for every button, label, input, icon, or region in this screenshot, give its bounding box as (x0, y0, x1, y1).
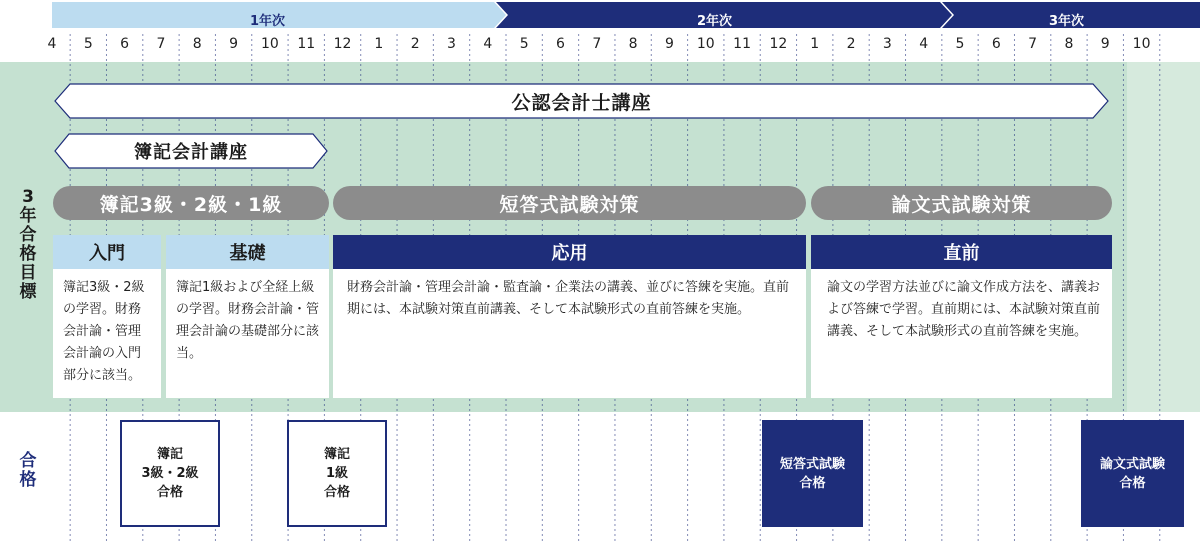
pass-side-label: 合格 (19, 451, 37, 490)
month-label: 2 (846, 36, 856, 52)
month-label: 3 (447, 36, 456, 52)
stage-basic-title: 基礎 (166, 235, 329, 269)
stage-basic-desc: 簿記1級および全経上級の学習。財務会計論・管理会計論の基礎部分に該当。 (166, 269, 329, 398)
month-label: 4 (919, 36, 929, 52)
year-1-label: 1年次 (250, 14, 286, 29)
year-3-label: 3年次 (1049, 14, 1085, 29)
pass-boki-3-2: 簿記 3級・2級 合格 (120, 420, 220, 527)
pass-short-answer: 短答式試験 合格 (762, 420, 863, 527)
month-label: 8 (1064, 36, 1074, 52)
month-label: 2 (410, 36, 420, 52)
month-label: 9 (229, 36, 239, 52)
month-label: 9 (664, 36, 674, 52)
phase-essay: 論文式試験対策 (811, 186, 1112, 220)
stage-final-title: 直前 (811, 235, 1112, 269)
month-label: 6 (556, 36, 565, 52)
month-label: 9 (1100, 36, 1110, 52)
month-label: 12 (769, 36, 788, 52)
month-label: 11 (297, 36, 316, 52)
month-label: 10 (1132, 36, 1151, 52)
stage-applied-desc: 財務会計論・管理会計論・監査論・企業法の講義、並びに答練を実施。直前期には、本試験対策直前講義、そして本試験形式の直前答練を実施。 (333, 269, 806, 398)
stage-applied-title: 応用 (333, 235, 806, 269)
pass-boki-1: 簿記 1級 合格 (287, 420, 387, 527)
month-label: 7 (1028, 36, 1038, 52)
bookkeeping-course-label: 簿記会計講座 (134, 142, 248, 163)
phase-short-answer: 短答式試験対策 (333, 186, 806, 220)
month-label: 3 (882, 36, 892, 52)
pass-essay: 論文式試験 合格 (1081, 420, 1184, 527)
month-label: 7 (156, 36, 166, 52)
year-2-label: 2年次 (697, 14, 733, 29)
cpa-course-label: 公認会計士講座 (511, 91, 652, 114)
month-label: 4 (483, 36, 493, 52)
month-label: 1 (374, 36, 384, 52)
stage-intro-desc: 簿記3級・2級の学習。財務会計論・管理会計論の入門部分に該当。 (53, 269, 161, 398)
month-label: 10 (260, 36, 279, 52)
month-label: 5 (83, 36, 93, 52)
month-label: 6 (120, 36, 130, 52)
month-label: 4 (47, 36, 57, 52)
month-label: 12 (333, 36, 352, 52)
month-label: 8 (192, 36, 202, 52)
stage-final-desc: 論文の学習方法並びに論文作成方法を、講義および答練で学習。直前期には、本試験対策直前講義、そして本試験形式の直前答練を実施。 (811, 269, 1112, 398)
stage-intro-title: 入門 (53, 235, 161, 269)
phase-boki: 簿記3級・2級・1級 (53, 186, 329, 220)
goal-side-label: 3年合格目標 (19, 187, 37, 302)
month-label: 10 (696, 36, 715, 52)
month-label: 5 (955, 36, 965, 52)
month-label: 11 (733, 36, 751, 52)
month-label: 1 (810, 36, 820, 52)
month-label: 6 (991, 36, 1001, 52)
month-label: 7 (592, 36, 602, 52)
month-label: 5 (519, 36, 529, 52)
month-label: 8 (628, 36, 638, 52)
